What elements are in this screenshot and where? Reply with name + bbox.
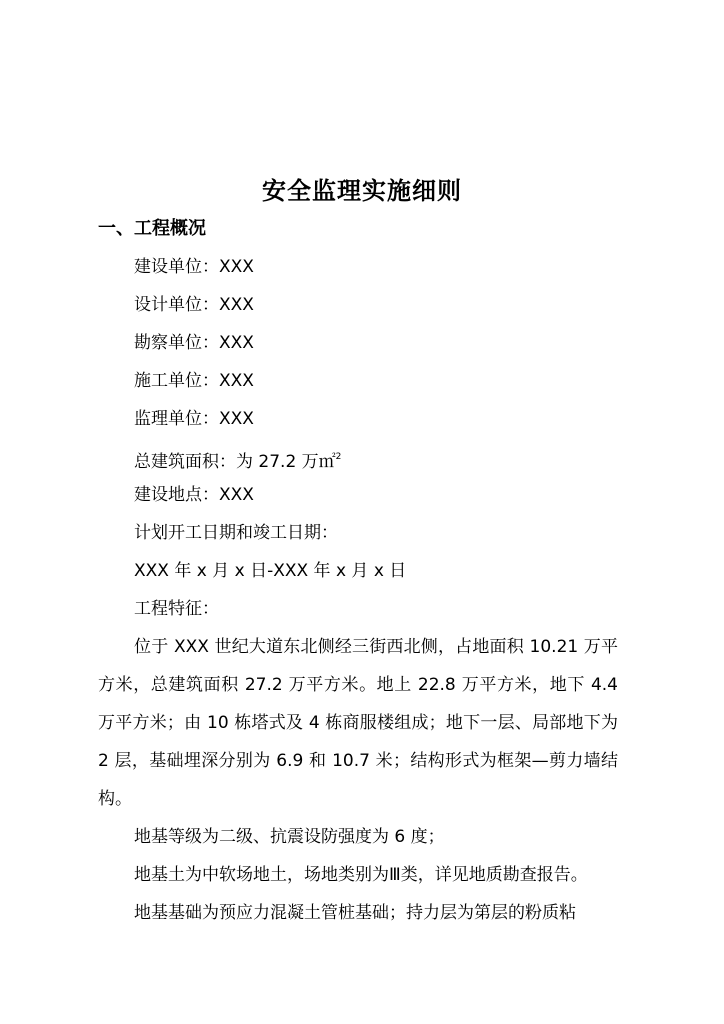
survey-unit-line: 勘察单位：XXX — [134, 333, 254, 353]
foundation-type-line: 地基基础为预应力混凝土管桩基础；持力层为第层的粉质粘 — [134, 903, 576, 923]
document-title: 安全监理实施细则 — [262, 177, 462, 205]
builder-unit-line: 施工单位：XXX — [134, 371, 254, 391]
total-area-line — [134, 444, 341, 475]
soil-line: 地基土为中软场地土，场地类别为Ⅲ类，详见地质勘查报告。 — [134, 865, 588, 885]
section-heading: 一、工程概况 — [98, 218, 206, 239]
area-superscript: 2 — [335, 452, 342, 462]
location-line: 建设地点：XXX — [134, 485, 254, 505]
features-label: 工程特征： — [134, 599, 219, 619]
total-area-text: 总建筑面积：为 27.2 万㎡ — [134, 452, 336, 472]
features-paragraph: 位于 XXX 世纪大道东北侧经三街西北侧，占地面积 10.21 万平方米，总建筑面积 27.2 万平方米。地上 22.8 万平方米，地下 4.4 万平方米；由 10 栋塔式及 4 栋商服楼组成；地下一层、局部地下为 2 层，基础埋深分别为 6.9 和 10.7 米；结构形式为框架—剪力墙结构。 — [98, 637, 618, 809]
schedule-label: 计划开工日期和竣工日期： — [134, 523, 338, 543]
design-unit-line: 设计单位：XXX — [134, 295, 254, 315]
construction-unit-line: 建设单位：XXX — [134, 257, 254, 277]
foundation-grade-line: 地基等级为二级、抗震设防强度为 6 度； — [134, 827, 445, 847]
schedule-value: XXX 年 x 月 x 日-XXX 年 x 月 x 日 — [134, 561, 407, 581]
supervision-unit-line: 监理单位：XXX — [134, 409, 254, 429]
